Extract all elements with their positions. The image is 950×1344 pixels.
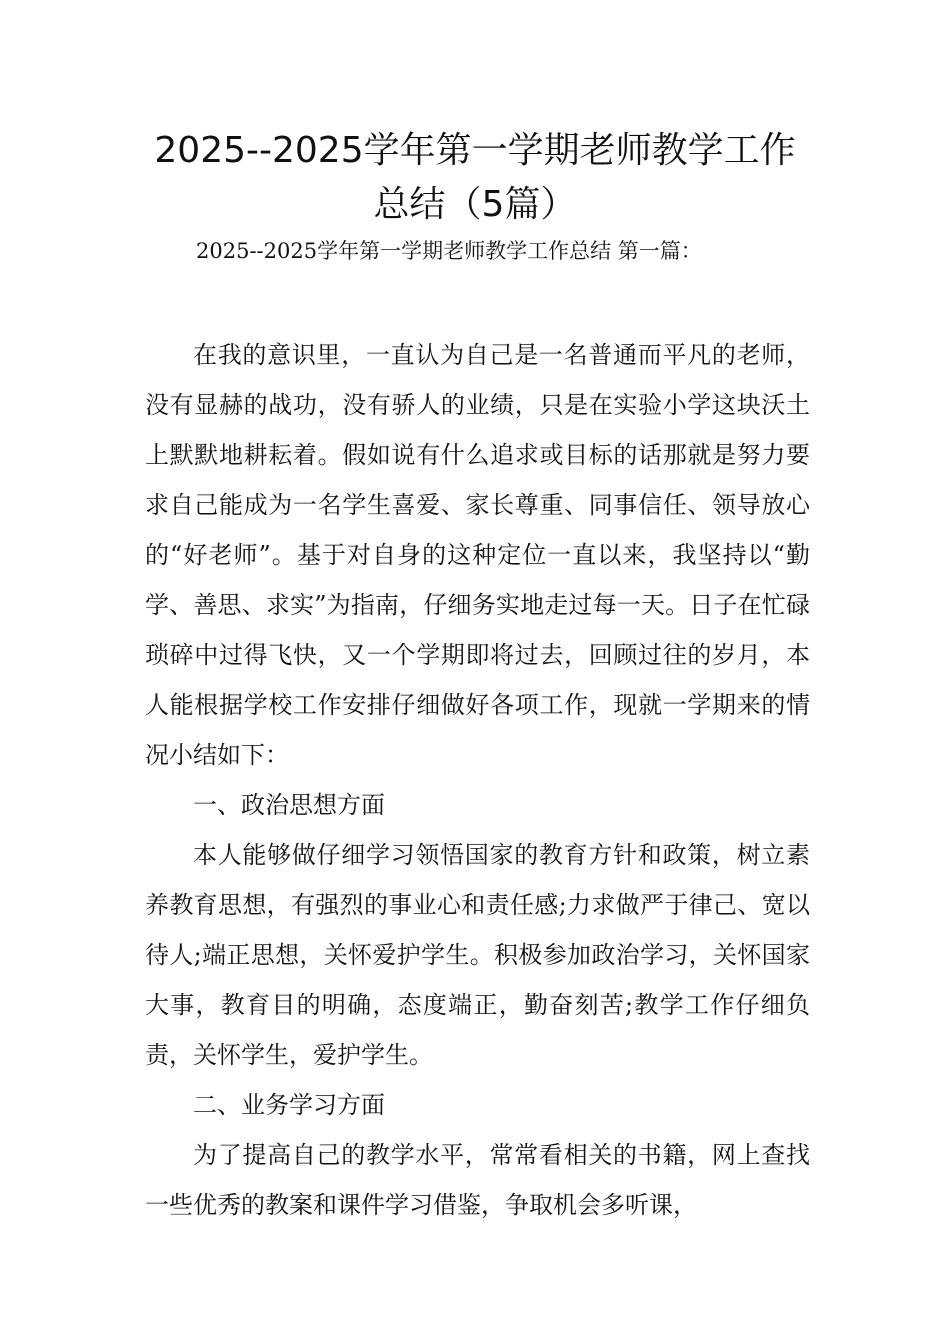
section-heading-politics: 一、政治思想方面	[193, 791, 385, 819]
section-heading-study: 二、业务学习方面	[193, 1091, 385, 1119]
document-title: 2025--2025学年第一学期老师教学工作总结（5篇）	[154, 130, 796, 225]
paragraph-politics: 本人能够做仔细学习领悟国家的教育方针和政策，树立素养教育思想，有强烈的事业心和责任感;力求做严于律己、宽以待人;端正思想，关怀爱护学生。积极参加政治学习，关怀国家大事，教育目的明确，态度端正，勤奋刻苦;教学工作仔细负责，关怀学生，爱护学生。	[145, 841, 810, 1069]
document-subtitle: 2025--2025学年第一学期老师教学工作总结 第一篇：	[196, 239, 702, 263]
paragraph-intro: 在我的意识里，一直认为自己是一名普通而平凡的老师，没有显赫的战功，没有骄人的业绩，只是在实验小学这块沃土上默默地耕耘着。假如说有什么追求或目标的话那就是努力要求自己能成为一名学生喜爱、家长尊重、同事信任、领导放心的“好老师”。基于对自身的这种定位一直以来，我坚持以“勤学、善思、求实”为指南，仔细务实地走过每一天。日子在忙碌琐碎中过得飞快，又一个学期即将过去，回顾过往的岁月，本人能根据学校工作安排仔细做好各项工作，现就一学期来的情况小结如下：	[145, 341, 810, 769]
document-body	[145, 330, 810, 1230]
paragraph-study: 为了提高自己的教学水平，常常看相关的书籍，网上查找一些优秀的教案和课件学习借鉴，争取机会多听课，	[145, 1141, 810, 1219]
